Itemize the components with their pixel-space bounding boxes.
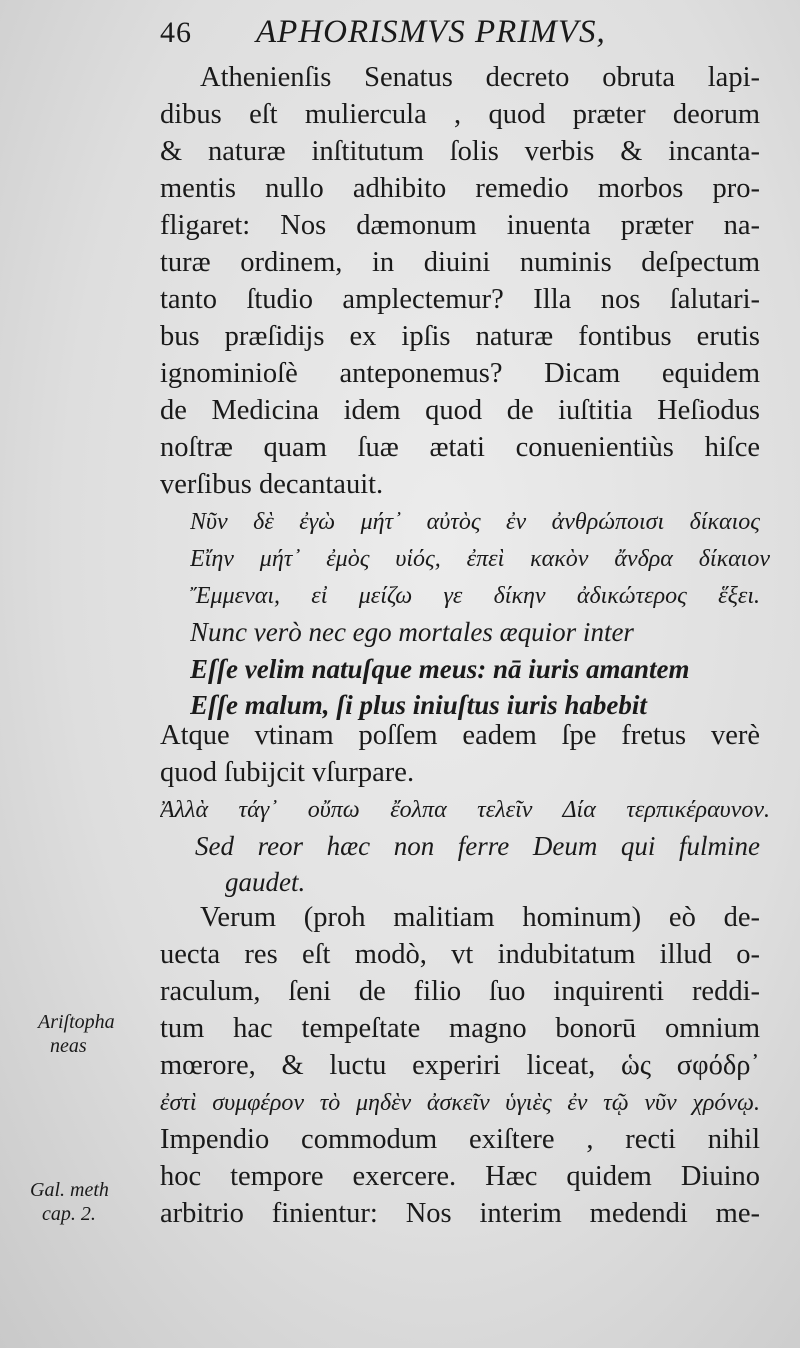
latin-verse-line: Eſſe malum, ſi plus iniuſtus iuris habebit [190,690,647,720]
text-line: quod ſubijcit vſurpare. [160,757,415,788]
page-number: 46 [160,16,192,49]
text-line: mœrore, & luctu experiri liceat, ὡς σφόδρ᾽ [160,1050,760,1081]
latin-verse-line: gaudet. [225,867,306,897]
greek-verse-line: Ἀλλὰ τάγ᾽ οὔπω ἔολπα τελεῖν Δία τερπικέραυνον. [160,797,770,823]
greek-verse-line: Ἔμμεναι, εἰ μείζω γε δίκην ἀδικώτερος ἕξει. [190,583,760,609]
greek-inline-line: ἐστὶ συμφέρον τὸ μηδὲν ἀσκεῖν ὑγιὲς ἐν τῷ νῦν χρόνῳ. [160,1090,760,1116]
text-line: tanto ſtudio amplectemur? Illa nos ſalutari- [160,284,760,315]
margin-note-line: neas [50,1035,87,1057]
greek-verse-line: Εἴην μήτ᾽ ἐμὸς υἱός, ἐπεὶ κακὸν ἄνδρα δίκαιον [190,546,770,572]
text-line: Verum (proh malitiam hominum) eò de- [200,902,760,933]
text-line: tum hac tempeſtate magno bonorū omnium [160,1013,760,1044]
text-line: fligaret: Nos dæmonum inuenta præter na- [160,210,760,241]
text-line: noſtræ quam ſuæ ætati conuenientiùs hiſce [160,432,760,463]
text-line: uecta res eſt modò, vt indubitatum illud o- [160,939,760,970]
text-line: Athenienſis Senatus decreto obruta lapi- [200,62,760,93]
margin-note-aristophanes [38,1010,115,1058]
margin-note-line: cap. 2. [42,1203,96,1225]
latin-verse-line: Sed reor hæc non ferre Deum qui fulmine [195,831,760,861]
text-line: & naturæ inſtitutum ſolis verbis & incanta- [160,136,760,167]
text-line: de Medicina idem quod de iuſtitia Heſiodus [160,395,760,426]
latin-verse-line: Eſſe velim natuſque meus: nā iuris amantem [190,654,690,684]
latin-verse-line: Nunc verò nec ego mortales æquior inter [190,617,634,647]
text-line: verſibus decantauit. [160,469,384,500]
margin-note-line: Gal. meth [30,1179,109,1201]
text-line: Impendio commodum exiſtere , recti nihil [160,1124,760,1155]
text-line: raculum, ſeni de filio ſuo inquirenti reddi- [160,976,760,1007]
running-title: APHORISMVS PRIMVS, [256,14,606,50]
text-line: bus præſidijs ex ipſis naturæ fontibus erutis [160,321,760,352]
text-line: arbitrio finientur: Nos interim medendi me- [160,1198,760,1229]
margin-note-line: Ariſtopha [38,1011,115,1033]
text-line: turæ ordinem, in diuini numinis deſpectum [160,247,760,278]
text-line: dibus eſt muliercula , quod præter deorum [160,99,760,130]
greek-verse-line: Νῦν δὲ ἐγὼ μήτ᾽ αὐτὸς ἐν ἀνθρώποισι δίκαιος [190,509,760,535]
text-line: Atque vtinam poſſem eadem ſpe fretus verè [160,720,760,751]
margin-note-galen [30,1178,109,1226]
text-line: hoc tempore exercere. Hæc quidem Diuino [160,1161,760,1192]
text-line: mentis nullo adhibito remedio morbos pro- [160,173,760,204]
text-line: ignominioſè anteponemus? Dicam equidem [160,358,760,389]
page-header [160,14,760,58]
